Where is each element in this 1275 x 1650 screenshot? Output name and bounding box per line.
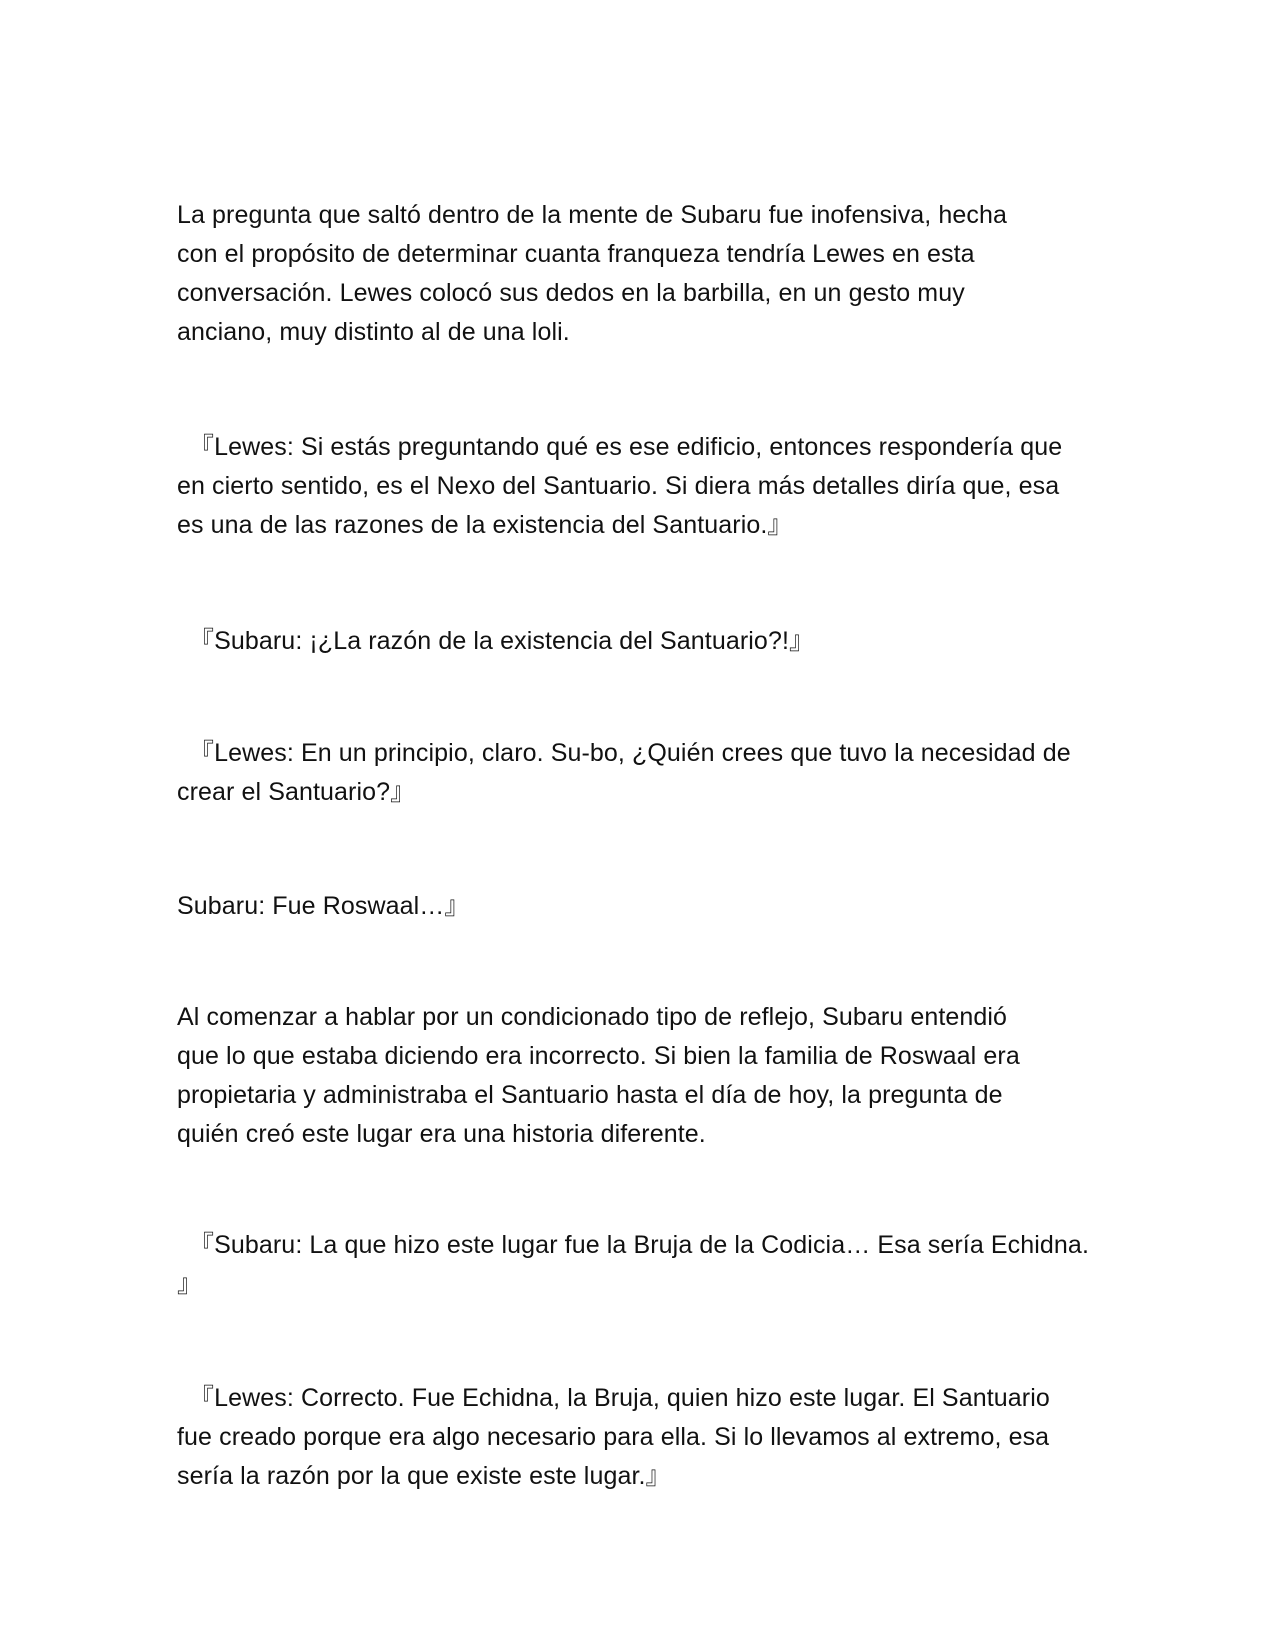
paragraph-dialog-lewes (177, 428, 1117, 545)
text-line: fue creado porque era algo necesario para ella. Si lo llevamos al extremo, esa (177, 1423, 1050, 1451)
text-line: La pregunta que saltó dentro de la mente de Subaru fue inofensiva, hecha (177, 201, 1008, 229)
paragraph-dialog-subaru (177, 1226, 1117, 1304)
text-line: crear el Santuario?』 (177, 778, 416, 806)
paragraph-narration (177, 196, 1117, 352)
text-line: Subaru: Fue Roswaal…』 (177, 892, 470, 920)
paragraph-dialog-subaru (177, 622, 1117, 661)
text-line: propietaria y administraba el Santuario hasta el día de hoy, la pregunta de (177, 1081, 1003, 1109)
text-line: es una de las razones de la existencia del Santuario.』 (177, 511, 793, 539)
text-line: 『Subaru: La que hizo este lugar fue la Bruja de la Codicia… Esa sería Echidna. (189, 1231, 1089, 1259)
text-line: en cierto sentido, es el Nexo del Santuario. Si diera más detalles diría que, esa (177, 472, 1060, 500)
paragraph-dialog-subaru (177, 887, 1117, 926)
text-line: que lo que estaba diciendo era incorrecto. Si bien la familia de Roswaal era (177, 1042, 1020, 1070)
text-line: quién creó este lugar era una historia diferente. (177, 1120, 706, 1148)
text-line: anciano, muy distinto al de una loli. (177, 318, 570, 346)
paragraph-narration (177, 998, 1117, 1154)
text-line: con el propósito de determinar cuanta franqueza tendría Lewes en esta (177, 240, 975, 268)
text-line: 『Subaru: ¡¿La razón de la existencia del Santuario?!』 (189, 627, 815, 655)
text-line: 『Lewes: En un principio, claro. Su-bo, ¿Quién crees que tuvo la necesidad de (189, 739, 1071, 767)
text-line: conversación. Lewes colocó sus dedos en la barbilla, en un gesto muy (177, 279, 965, 307)
text-line: 『Lewes: Correcto. Fue Echidna, la Bruja, quien hizo este lugar. El Santuario (189, 1384, 1050, 1412)
text-line: sería la razón por la que existe este lugar.』 (177, 1462, 671, 1490)
paragraph-dialog-lewes (177, 1379, 1117, 1496)
text-line: Al comenzar a hablar por un condicionado tipo de reflejo, Subaru entendió (177, 1003, 1008, 1031)
text-line: 』 (177, 1270, 203, 1298)
text-line: 『Lewes: Si estás preguntando qué es ese edificio, entonces respondería que (189, 433, 1063, 461)
paragraph-dialog-lewes (177, 734, 1117, 812)
